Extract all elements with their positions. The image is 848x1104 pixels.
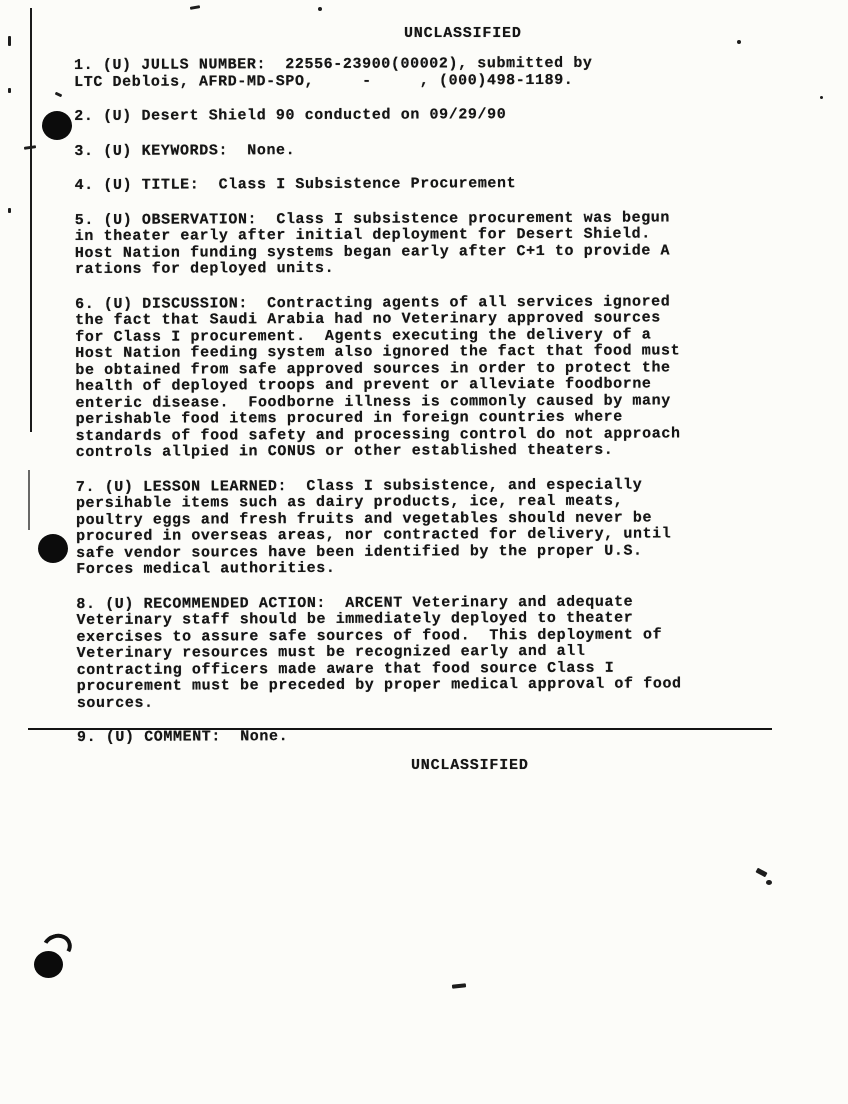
footer-classification-banner: UNCLASSIFIED <box>411 757 529 774</box>
doc-item-recommended-action: 8. (U) RECOMMENDED ACTION: ARCENT Veterinary and adequate Veterinary staff should be immediately deployed to theater exercises to assure safe sources of food. This deployment of Veterinary resources must be recognized early and all contracting officers made aware that food source Class I procurement must be preceded by proper medical approval of food sources. <box>76 593 682 712</box>
doc-item-observation: 5. (U) OBSERVATION: Class I subsistence procurement was begun in theater early after initial deployment for Desert Shield. Host Nation funding systems began early after C+1 to provide A rations for deployed units. <box>74 208 671 278</box>
left-edge-scan-line-lower <box>28 470 30 530</box>
scan-speck <box>55 92 63 98</box>
scan-speck <box>766 880 772 885</box>
hole-punch-middle <box>38 534 68 563</box>
left-edge-scan-line <box>30 8 32 432</box>
scan-speck <box>452 983 466 988</box>
scan-speck <box>8 88 11 93</box>
scan-speck <box>190 5 200 10</box>
doc-item-comment: 9. (U) COMMENT: None. <box>76 728 289 746</box>
doc-item-title: 4. (U) TITLE: Class I Subsistence Procurement <box>74 175 517 194</box>
scan-speck <box>318 7 322 11</box>
doc-item-julls-number: 1. (U) JULLS NUMBER: 22556-23900(00002), submitted by LTC Deblois, AFRD-MD-SPO, - , (000)498-1189. <box>73 54 593 91</box>
scan-speck <box>737 40 741 44</box>
scan-speck <box>8 36 11 46</box>
doc-item-event: 2. (U) Desert Shield 90 conducted on 09/29/90 <box>74 106 507 125</box>
scan-speck <box>820 96 823 99</box>
hole-punch-top <box>42 111 72 140</box>
header-classification-banner: UNCLASSIFIED <box>404 25 522 42</box>
doc-item-discussion: 6. (U) DISCUSSION: Contracting agents of all services ignored the fact that Saudi Arabia had no Veterinary approved sources for Class I procurement. Agents executing the delivery of a Host Nation feeding system also ignored the fact that food must be obtained from safe approved sources in order to protect the health of deployed troops and prevent or alleviate foodborne enteric disease. Foodborne illness is commonly caused by many perishable food items procured in foreign countries where standards of food safety and processing control do not approach controls allpied in CONUS or other established theaters. <box>75 292 681 461</box>
document-body <box>74 55 767 765</box>
scan-speck <box>8 208 11 213</box>
scan-speck <box>755 868 767 878</box>
doc-item-keywords: 3. (U) KEYWORDS: None. <box>74 141 296 160</box>
ink-blob-bottom <box>34 951 63 978</box>
doc-item-lesson-learned: 7. (U) LESSON LEARNED: Class I subsistence, and especially persihable items such as dairy products, ice, real meats, poultry eggs and fresh fruits and vegetables should never be procured in overseas areas, nor contracted for delivery, until safe vendor sources have been identified by the proper U.S. Forces medical authorities. <box>75 476 672 578</box>
